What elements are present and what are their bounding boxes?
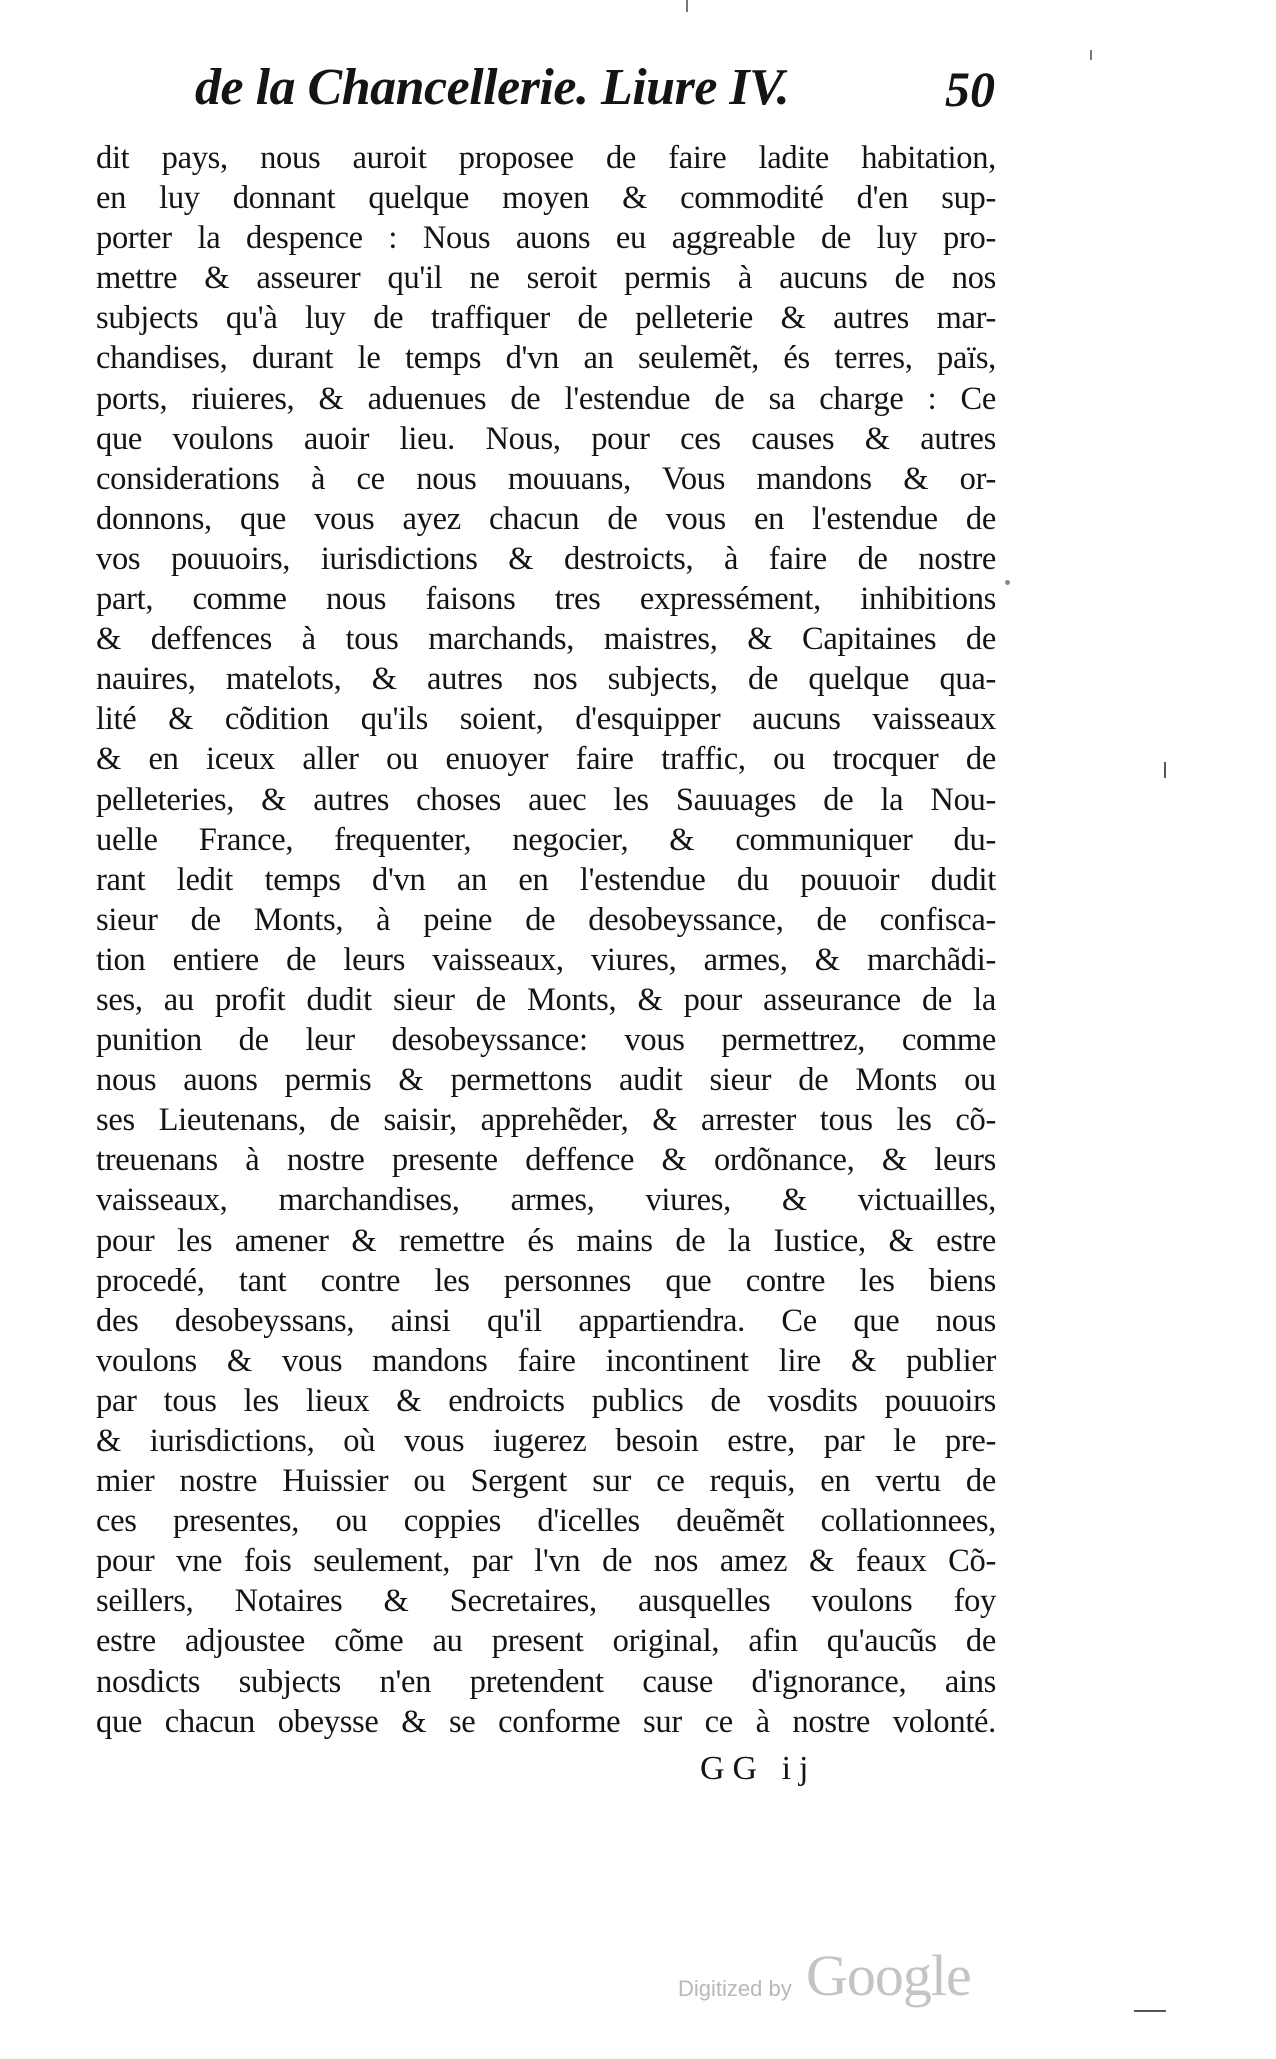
text-line: dit pays, nous auroit proposee de faire ladite habitation, (96, 140, 996, 176)
text-line: rant ledit temps d'vn an en l'estendue du pouuoir dudit (96, 861, 996, 898)
running-title: de la Chancellerie. Liure IV. (195, 59, 790, 116)
text-line: uelle France, frequenter, negocier, & communiquer du- (96, 821, 996, 858)
text-line: vaisseaux, marchandises, armes, viures, & victuailles, (96, 1182, 996, 1219)
text-line: sieur de Monts, à peine de desobeyssance, de confisca- (96, 901, 996, 938)
body-text (96, 138, 996, 1742)
text-line: estre adjoustee cõme au present original, afin qu'aucũs de (96, 1623, 996, 1660)
text-line: nauires, matelots, & autres nos subjects, de quelque qua- (96, 661, 996, 698)
text-line: des desobeyssans, ainsi qu'il appartiendra. Ce que nous (96, 1302, 996, 1339)
text-line: punition de leur desobeyssance: vous permettrez, comme (96, 1022, 996, 1059)
text-line: porter la despence : Nous auons eu aggreable de luy pro- (96, 220, 996, 257)
text-line: nous auons permis & permettons audit sieur de Monts ou (96, 1062, 996, 1099)
text-line: lité & cõdition qu'ils soient, d'esquipper aucuns vaisseaux (96, 701, 996, 738)
text-line: tion entiere de leurs vaisseaux, viures, armes, & marchãdi- (96, 941, 996, 978)
text-line: que voulons auoir lieu. Nous, pour ces causes & autres (96, 420, 996, 457)
text-line: pelleteries, & autres choses auec les Sauuages de la Nou- (96, 781, 996, 818)
watermark-prefix: Digitized by (678, 1976, 792, 2001)
text-line: seillers, Notaires & Secretaires, ausquelles voulons foy (96, 1583, 996, 1620)
text-line: ses Lieutenans, de saisir, apprehẽder, & arrester tous les cõ- (96, 1102, 996, 1139)
margin-speck (1005, 580, 1010, 585)
text-line: en luy donnant quelque moyen & commodité d'en sup- (96, 180, 996, 217)
margin-speck (1164, 762, 1166, 778)
text-line: mettre & asseurer qu'il ne seroit permis à aucuns de nos (96, 260, 996, 297)
digitized-watermark (678, 1942, 1018, 2012)
text-line: procedé, tant contre les personnes que contre les biens (96, 1262, 996, 1299)
margin-speck (686, 0, 688, 12)
text-line: considerations à ce nous mouuans, Vous mandons & or- (96, 460, 996, 497)
margin-speck (1134, 2010, 1166, 2012)
text-line: part, comme nous faisons tres expressément, inhibitions (96, 581, 996, 618)
text-line: donnons, que vous ayez chacun de vous en l'estendue de (96, 500, 996, 537)
signature-mark: GG ij (700, 1750, 817, 1787)
text-line: ports, riuieres, & aduenues de l'estendue de sa charge : Ce (96, 380, 996, 417)
margin-speck (1090, 50, 1092, 60)
text-line: & deffences à tous marchands, maistres, & Capitaines de (96, 621, 996, 658)
text-line: chandises, durant le temps d'vn an seulemẽt, és terres, païs, (96, 340, 996, 377)
watermark-logo: Google (806, 1943, 971, 2008)
text-line: par tous les lieux & endroicts publics de vosdits pouuoirs (96, 1382, 996, 1419)
text-line: ces presentes, ou coppies d'icelles deuẽmẽt collationnees, (96, 1503, 996, 1540)
text-line: & iurisdictions, où vous iugerez besoin estre, par le pre- (96, 1423, 996, 1459)
text-line: & en iceux aller ou enuoyer faire traffic, ou trocquer de (96, 741, 996, 778)
text-line: voulons & vous mandons faire incontinent lire & publier (96, 1342, 996, 1379)
text-line: pour vne fois seulement, par l'vn de nos amez & feaux Cõ- (96, 1543, 996, 1580)
page-number: 50 (945, 61, 995, 117)
text-line: que chacun obeysse & se conforme sur ce à nostre volonté. (96, 1703, 996, 1740)
text-line: mier nostre Huissier ou Sergent sur ce requis, en vertu de (96, 1463, 996, 1500)
text-line: pour les amener & remettre és mains de la Iustice, & estre (96, 1222, 996, 1259)
text-line: vos pouuoirs, iurisdictions & destroicts, à faire de nostre (96, 540, 996, 577)
text-line: ses, au profit dudit sieur de Monts, & pour asseurance de la (96, 981, 996, 1018)
text-line: treuenans à nostre presente deffence & ordõnance, & leurs (96, 1142, 996, 1179)
text-line: nosdicts subjects n'en pretendent cause d'ignorance, ains (96, 1663, 996, 1700)
text-line: subjects qu'à luy de traffiquer de pelleterie & autres mar- (96, 300, 996, 337)
page-header (195, 58, 995, 138)
